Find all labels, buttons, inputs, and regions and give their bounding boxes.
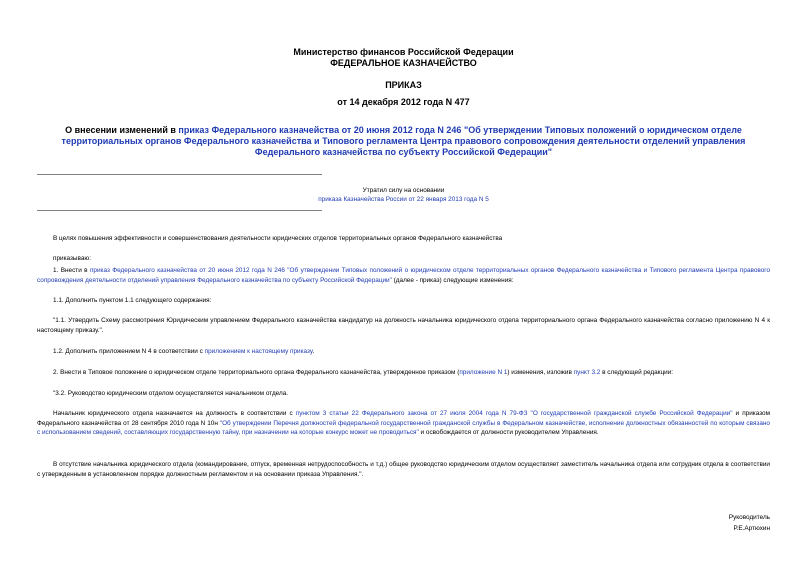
item-2-suffix: в следующей редакции:	[600, 369, 674, 376]
clause-3-2-link[interactable]: пункт 3.2	[573, 369, 601, 376]
item-1-2-prefix: 1.2. Дополнить приложением N 4 в соответствии с	[53, 348, 205, 355]
item-2-prefix: 2. Внести в Типовое положение о юридическом отделе территориального органа Федерального казначейства, утвержденное приказом (	[53, 369, 460, 376]
order-10n-link[interactable]: "Об утверждении Перечня должностей федеральной государственной гражданской службы в Федеральном казначействе, исполнение должностных обязанностей по которым связано с использованием сведений, составляющих государственную тайну, при назначении на которые конкурс может не проводиться"	[37, 419, 770, 437]
item-1-2	[37, 347, 770, 357]
divider-top	[37, 174, 322, 175]
item-2-mid: ) изменения, изложив	[507, 369, 574, 376]
title-prefix: О внесении изменений в	[65, 125, 179, 135]
clause-3-2: "3.2. Руководство юридическим отделом осуществляется начальником отдела.	[53, 390, 289, 397]
item-1-1: 1.1. Дополнить пунктом 1.1 следующего содержания:	[53, 297, 212, 304]
federal-law-link[interactable]: пунктом 3 статьи 22 Федерального закона от 27 июля 2004 года N 79-ФЗ "О государственной гражданской службе Российской Федерации"	[295, 410, 733, 417]
document-title	[55, 125, 752, 158]
item-2	[37, 368, 770, 378]
status-note-line: Утратил силу на основании	[362, 187, 445, 194]
title-order-link[interactable]: приказ Федерального казначейства от 20 июня 2012 года N 246 "Об утверждении Типовых положений о юридическом отделе территориальных органов Федерального казначейства и Типового регламента Центра правового сопровождения деятельности отделений управления Федерального казначейства по субъекту Российской Федерации"	[61, 125, 746, 157]
appendix-1-link[interactable]: приложение N 1	[459, 369, 508, 376]
document-type: ПРИКАЗ	[385, 80, 422, 90]
item-1-prefix: 1. Внести в	[53, 267, 90, 274]
para-head-prefix: Начальник юридического отдела назначается на должность в соответствии с	[53, 410, 296, 417]
para-head-mid: и приказом Федерального казначейства от 28 сентября 2010 года N 10н	[37, 410, 771, 427]
item-1-suffix: (далее - приказ) следующие изменения:	[391, 276, 514, 284]
document-date: от 14 декабря 2012 года N 477	[337, 97, 470, 107]
status-note	[0, 195, 807, 204]
ministry-name: Министерство финансов Российской Федерации	[293, 47, 514, 57]
order-word: приказываю:	[53, 255, 91, 262]
preamble: В целях повышения эффективности и совершенствования деятельности юридических отделов территориальных органов Федерального казначейства	[53, 235, 503, 242]
item-1-order-link[interactable]: приказ Федерального казначейства от 20 июня 2012 года N 246 "Об утверждении Типовых положений о юридическом отделе территориальных органов Федерального казначейства и Типового регламента Центра правового сопровождения деятельности отделений управления Федерального казначейства по субъекту Российской Федерации"	[37, 267, 770, 284]
head-appointment-paragraph	[37, 409, 770, 438]
divider-bottom	[37, 210, 322, 211]
item-1-1-text: "1.1. Утвердить Схему рассмотрения Юридическим управлением Федерального казначейства кандидатур на должность начальника юридического отдела территориального органа Федерального казначейства согласно приложению N 4 к настоящему приказу.".	[37, 317, 770, 334]
para-head-suffix: и освобождается от должности руководителем Управления.	[418, 429, 599, 437]
agency-name: ФЕДЕРАЛЬНОЕ КАЗНАЧЕЙСТВО	[330, 58, 477, 68]
signature-name: Р.Е.Артюхин	[733, 525, 770, 532]
signature-position: Руководитель	[728, 514, 770, 521]
item-1	[37, 266, 770, 285]
appendix-link[interactable]: приложением к настоящему приказу	[204, 348, 313, 355]
item-1-2-suffix: .	[312, 348, 315, 355]
repeal-order-link[interactable]: приказа Казначейства России от 22 января 2013 года N 5	[318, 196, 489, 203]
absence-paragraph: В отсутствие начальника юридического отдела (командирование, отпуск, временная нетрудоспособность и т.д.) общее руководство юридическим отделом осуществляет заместитель начальника отдела или сотрудник отдела в соответствии с утвержденным в установленном порядке должностным регламентом и на основании приказа Управления.".	[37, 461, 770, 478]
